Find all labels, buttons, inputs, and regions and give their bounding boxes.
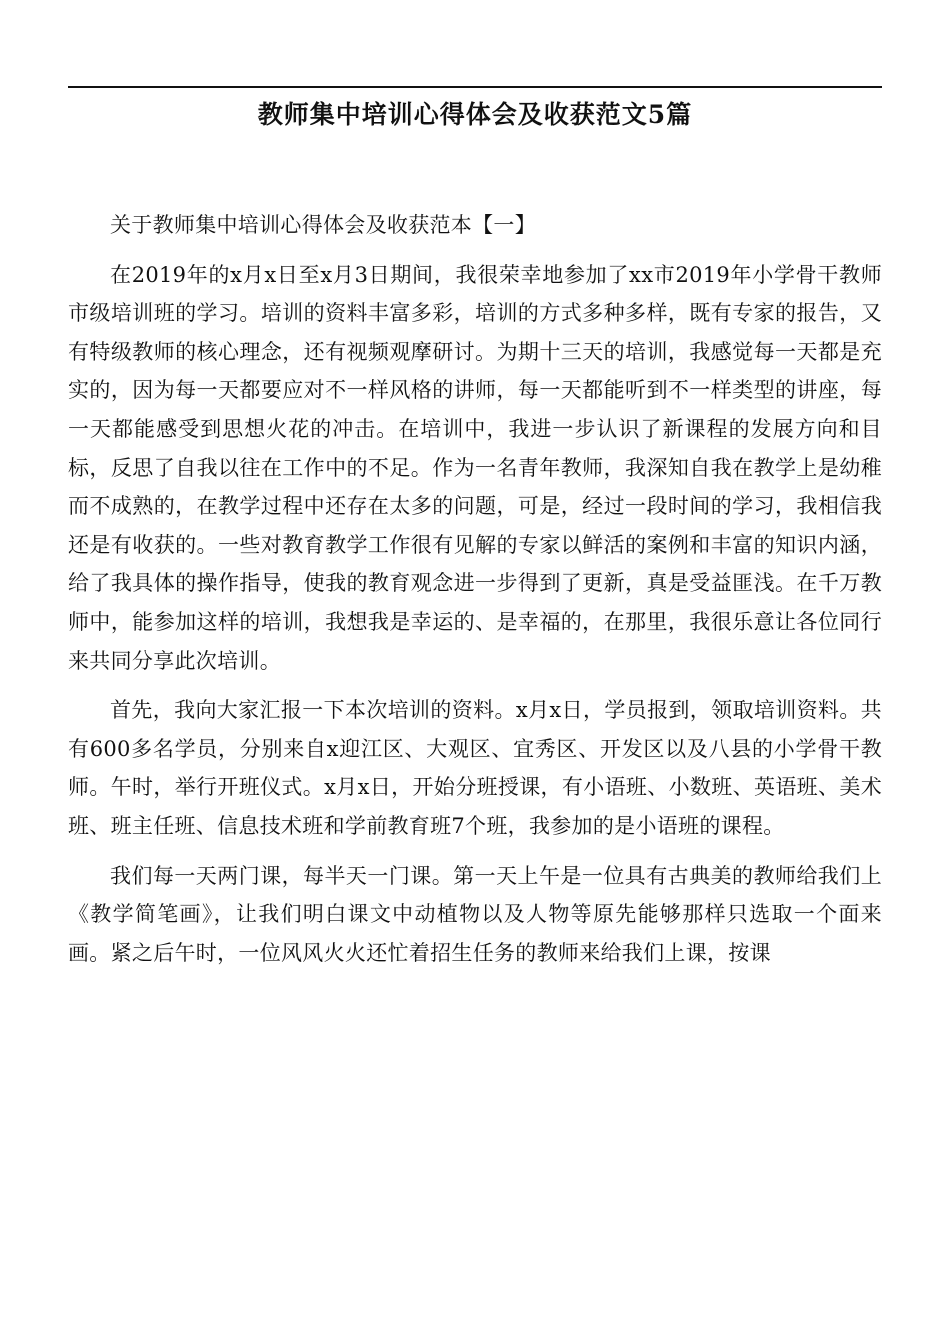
body-paragraph-2: 首先，我向大家汇报一下本次培训的资料。x月x日，学员报到，领取培训资料。共有600多名学员，分别来自x迎江区、大观区、宜秀区、开发区以及八县的小学骨干教师。午时，举行开班仪式。x月x日，开始分班授课，有小语班、小数班、英语班、美术班、班主任班、信息技术班和学前教育班7个班，我参加的是小语班的课程。 xyxy=(68,698,882,838)
header-rule xyxy=(68,86,882,88)
section-subheading: 关于教师集中培训心得体会及收获范本【一】 xyxy=(110,213,536,237)
body-paragraph-3: 我们每一天两门课，每半天一门课。第一天上午是一位具有古典美的教师给我们上《教学简笔画》，让我们明白课文中动植物以及人物等原先能够那样只选取一个面来画。紧之后午时，一位风风火火还忙着招生任务的教师来给我们上课，按课 xyxy=(68,863,882,965)
document-body xyxy=(68,206,882,972)
document-title: 教师集中培训心得体会及收获范文5篇 xyxy=(257,100,693,129)
body-paragraph-1: 在2019年的x月x日至x月3日期间，我很荣幸地参加了xx市2019年小学骨干教师市级培训班的学习。培训的资料丰富多彩，培训的方式多种多样，既有专家的报告，又有特级教师的核心理念，还有视频观摩研讨。为期十三天的培训，我感觉每一天都是充实的，因为每一天都要应对不一样风格的讲师，每一天都能听到不一样类型的讲座，每一天都能感受到思想火花的冲击。在培训中，我进一步认识了新课程的发展方向和目标，反思了自我以往在工作中的不足。作为一名青年教师，我深知自我在教学上是幼稚而不成熟的，在教学过程中还存在太多的问题，可是，经过一段时间的学习，我相信我还是有收获的。一些对教育教学工作很有见解的专家以鲜活的案例和丰富的知识内涵，给了我具体的操作指导，使我的教育观念进一步得到了更新，真是受益匪浅。在千万教师中，能参加这样的培训，我想我是幸运的、是幸福的，在那里，我很乐意让各位同行来共同分享此次培训。 xyxy=(68,262,882,673)
